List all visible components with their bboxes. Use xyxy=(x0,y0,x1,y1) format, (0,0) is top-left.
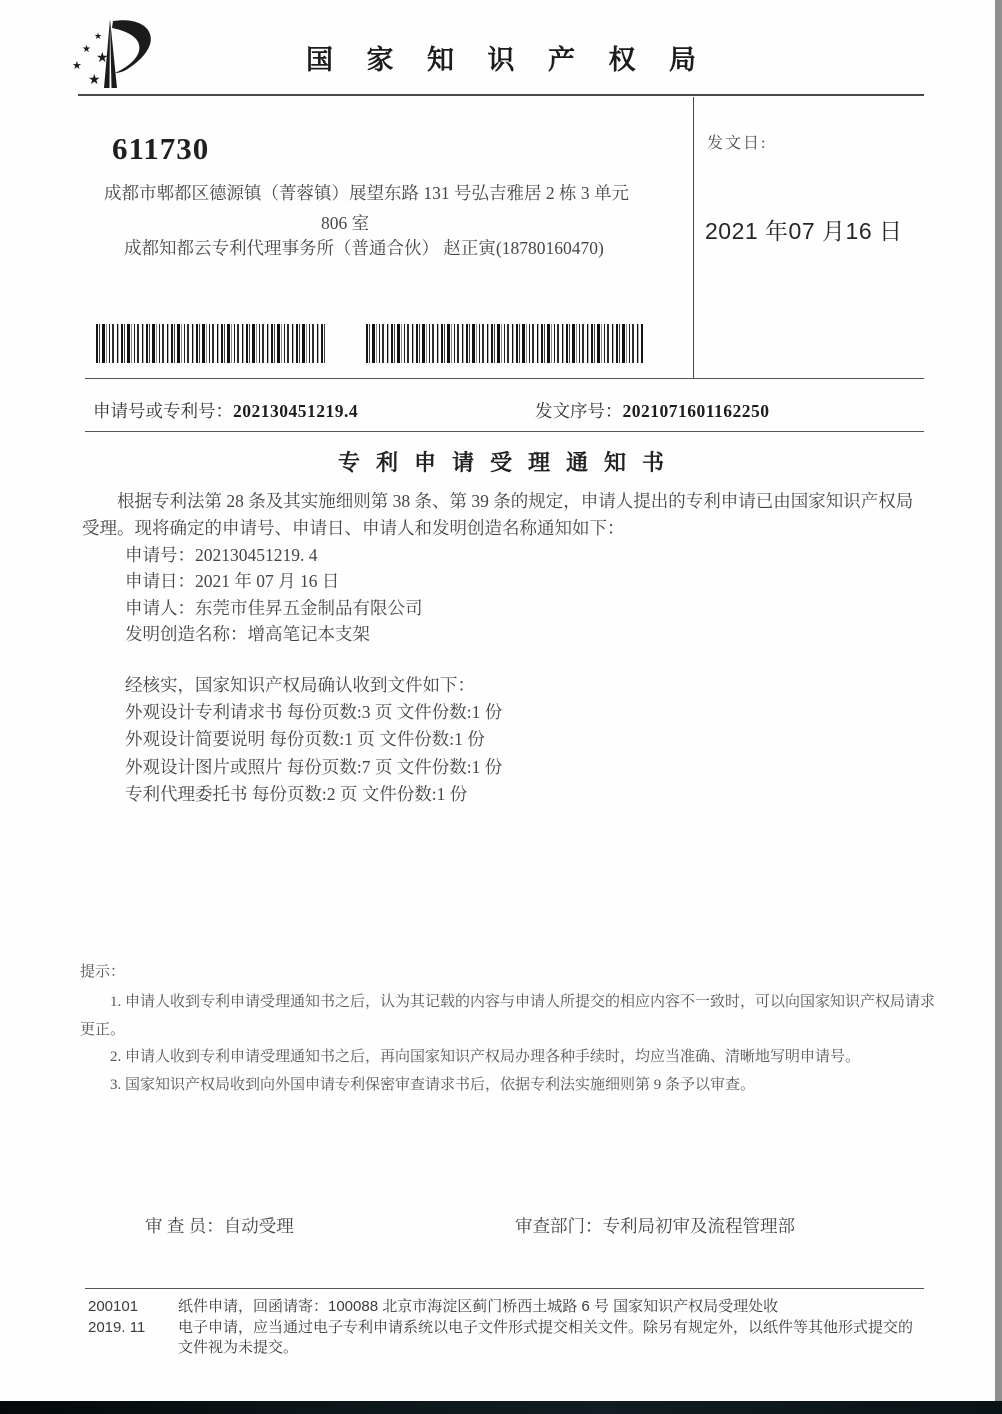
received-item: 专利代理委托书 每份页数:2 页 文件份数:1 份 xyxy=(125,783,468,804)
examiner-value: 自动受理 xyxy=(223,1216,294,1236)
received-intro: 经核实，国家知识产权局确认收到文件如下： xyxy=(125,675,475,695)
divider-above-title xyxy=(85,431,924,432)
barcode-left xyxy=(96,324,326,363)
scan-edge-right xyxy=(995,0,1002,1403)
application-number-label: 申请号或专利号： xyxy=(93,401,233,421)
received-item: 外观设计专利请求书 每份页数:3 页 文件份数:1 份 xyxy=(125,702,503,723)
field-invention-title: 发明创造名称：增高笔记本支架 xyxy=(125,624,370,645)
department xyxy=(515,1213,795,1238)
footer-note-electronic: 电子申请，应当通过电子专利申请系统以电子文件形式提交相关文件。除另有规定外，以纸件等其他形式提交的 xyxy=(178,1318,914,1336)
notice-intro-paragraph: 根据专利法第 28 条及其实施细则第 38 条、第 39 条的规定，申请人提出的专利申请已由国家知识产权局受理。现将确定的申请号、申请日、申请人和发明创造名称通知如下： xyxy=(82,491,914,538)
footer-form-code: 200101 xyxy=(88,1298,139,1315)
notice-title: 专利申请受理通知书 xyxy=(337,450,680,475)
application-number-value: 202130451219.4 xyxy=(233,401,359,421)
star-icon: ★ xyxy=(94,31,103,41)
agency-title: 国 家 知 识 产 权 局 xyxy=(305,45,709,75)
recipient-line: 成都知都云专利代理事务所（普通合伙） 赵正寅(18780160470) xyxy=(124,238,604,258)
received-documents xyxy=(125,672,502,808)
barcode-right xyxy=(366,324,643,363)
divider-under-barcodes xyxy=(85,378,924,379)
examiner xyxy=(145,1213,294,1238)
footer-version: 2019. 11 xyxy=(88,1318,146,1336)
received-item: 外观设计简要说明 每份页数:1 页 文件份数:1 份 xyxy=(125,729,485,750)
tip-item: 2. 申请人收到专利申请受理通知书之后，再向国家知识产权局办理各种手续时，均应当准确、清晰地写明申请号。 xyxy=(110,1049,861,1065)
serial-number xyxy=(535,398,770,423)
serial-number-label: 发文序号： xyxy=(535,401,623,421)
footer-note-electronic-cont: 文件视为未提交。 xyxy=(178,1339,299,1356)
department-value: 专利局初审及流程管理部 xyxy=(602,1216,795,1236)
scan-edge-bottom xyxy=(0,1401,1002,1414)
star-icon: ★ xyxy=(82,44,91,55)
dispatch-date-panel xyxy=(693,97,924,378)
address-line-2: 806 室 xyxy=(320,213,370,233)
star-icon: ★ xyxy=(88,73,101,88)
department-label: 审查部门： xyxy=(515,1216,603,1236)
tips-label: 提示： xyxy=(80,964,126,980)
tips-section xyxy=(80,960,946,1099)
mailing-code: 611730 xyxy=(112,131,210,166)
received-item: 外观设计图片或照片 每份页数:7 页 文件份数:1 份 xyxy=(125,756,503,777)
field-application-number: 申请号：202130451219. 4 xyxy=(125,545,318,565)
field-application-date: 申请日：2021 年 07 月 16 日 xyxy=(125,571,340,592)
serial-number-value: 2021071601162250 xyxy=(622,401,770,421)
star-icon: ★ xyxy=(72,60,82,72)
footer-note-paper: 纸件申请，回函请寄：100088 北京市海淀区蓟门桥西土城路 6 号 国家知识产权局受理处收 xyxy=(178,1298,779,1315)
application-fields xyxy=(125,542,423,648)
star-icon: ★ xyxy=(96,51,109,66)
examiner-label: 审 查 员： xyxy=(145,1216,224,1236)
footer-divider xyxy=(85,1288,924,1289)
tip-item: 3. 国家知识产权局收到向外国申请专利保密审查请求书后，依据专利法实施细则第 9 条予以审查。 xyxy=(110,1076,756,1093)
footer-codes xyxy=(88,1297,173,1338)
header-divider xyxy=(78,94,924,96)
field-applicant: 申请人：东莞市佳昇五金制品有限公司 xyxy=(125,597,423,618)
footer-notes xyxy=(178,1297,934,1359)
address-line-1: 成都市郫都区德源镇（菁蓉镇）展望东路 131 号弘吉雅居 2 栋 3 单元 xyxy=(104,183,629,203)
dispatch-date-value: 2021 年07 月16 日 xyxy=(705,218,903,244)
application-number xyxy=(93,398,358,423)
dispatch-date-label: 发文日: xyxy=(707,135,768,152)
tip-item: 1. 申请人收到专利申请受理通知书之后，认为其记载的内容与申请人所提交的相应内容不一致时，可以向国家知识产权局请求更正。 xyxy=(80,994,936,1038)
